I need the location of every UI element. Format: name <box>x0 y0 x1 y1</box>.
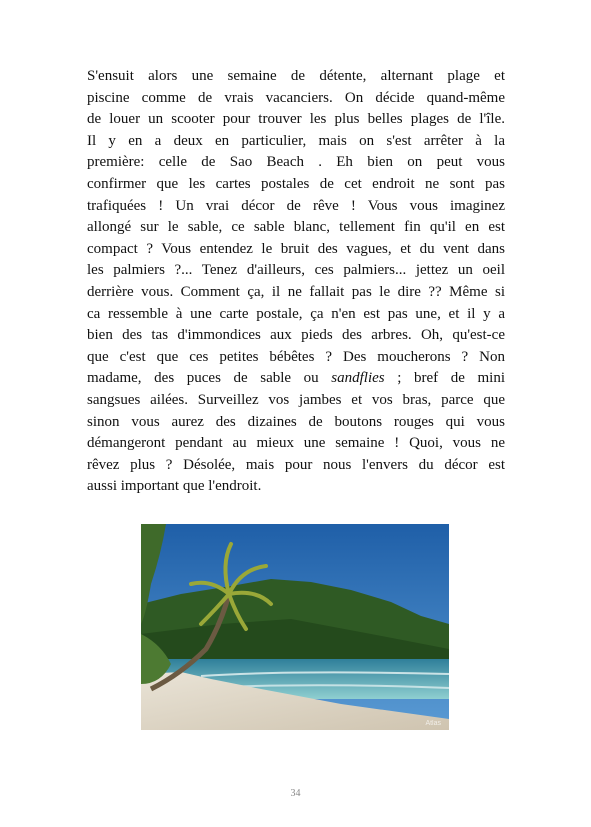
text-line: aussi important que l'endroit. <box>87 478 262 495</box>
text-line: de louer un scooter pour trouver les plus belles plages de l'île. <box>87 111 505 128</box>
text-line: sangsues ailées. Surveillez vos jambes et vos bras, parce que <box>87 391 505 408</box>
body-paragraph <box>87 66 505 498</box>
text-segment: ; bref de mini <box>397 370 506 387</box>
text-line: rêvez plus ? Désolée, mais pour nous l'envers du décor est <box>87 456 505 473</box>
text-line: derrière vous. Comment ça, il ne fallait pas le dire ?? Même si <box>87 283 505 300</box>
text-line: première: celle de Sao Beach . Eh bien on peut vous <box>87 154 505 171</box>
text-line: bien des tas d'immondices aux pieds des arbres. Oh, qu'est-ce <box>87 327 505 344</box>
page-number: 34 <box>290 788 301 799</box>
text-line: sinon vous aurez des dizaines de boutons rouges qui vous <box>87 413 505 430</box>
text-line: S'ensuit alors une semaine de détente, alternant plage et <box>87 68 505 84</box>
text-line: compact ? Vous entendez le bruit des vagues, et du vent dans <box>87 240 505 257</box>
text-line: Il y en a deux en particulier, mais on s'est arrêter à la <box>87 132 505 149</box>
text-line: ca ressemble à une carte postale, ça n'en est pas une, et il y a <box>87 305 505 322</box>
text-line: que c'est que ces petites bébêtes ? Des moucherons ? Non <box>87 348 505 365</box>
text-line: piscine comme de vrais vacanciers. On décide quand-même <box>87 89 505 106</box>
text-line: trafiquées ! Un vrai décor de rêve ! Vous vous imaginez <box>87 197 505 214</box>
text-line: confirmer que les cartes postales de cet endroit ne sont pas <box>87 175 505 192</box>
text-line: les palmiers ?... Tenez d'ailleurs, ces palmiers... jettez un oeil <box>87 262 505 279</box>
text-segment: madame, des puces de sable ou <box>87 370 319 387</box>
photo-watermark: Atlas <box>425 720 441 727</box>
beach-photo <box>141 524 449 730</box>
text-line: démangeront pendant au mieux une semaine ! Quoi, vous ne <box>87 435 505 452</box>
text-line: allongé sur le sable, ce sable blanc, tellement fin qu'il en est <box>87 219 505 236</box>
italic-term: sandflies <box>331 370 385 387</box>
text-line <box>87 368 505 390</box>
